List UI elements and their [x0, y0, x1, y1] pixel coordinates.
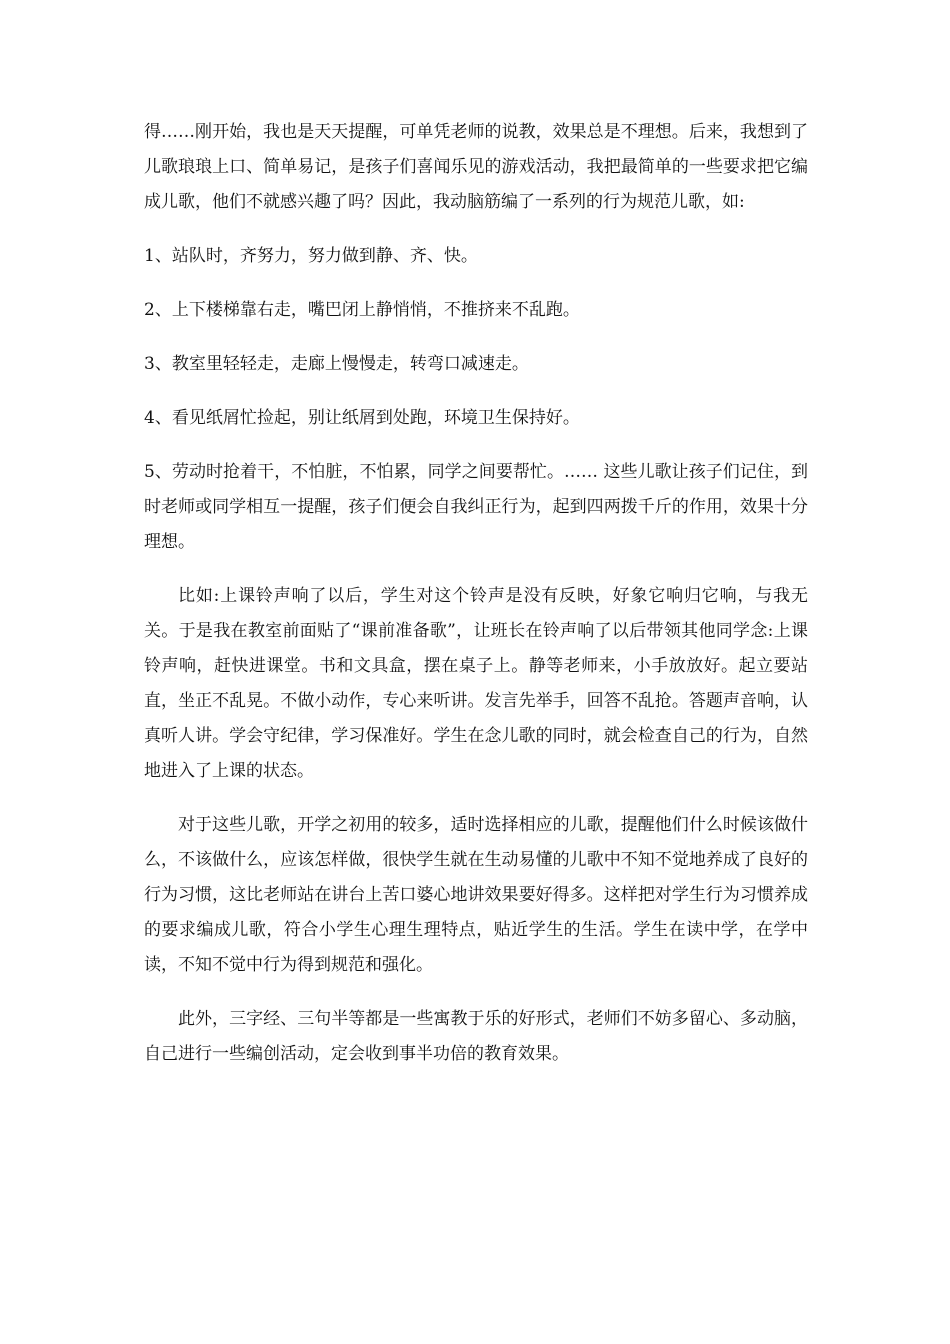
intro-paragraph: 得……刚开始，我也是天天提醒，可单凭老师的说教，效果总是不理想。后来，我想到了儿歌琅琅上口、简单易记，是孩子们喜闻乐见的游戏活动，我把最简单的一些要求把它编成儿歌，他们不就感兴趣了吗？因此，我动脑筋编了一系列的行为规范儿歌，如:: [144, 122, 808, 212]
list-item-2: 2、上下楼梯靠右走，嘴巴闭上静悄悄，不推挤来不乱跑。: [144, 300, 580, 320]
paragraph-usage: 对于这些儿歌，开学之初用的较多，适时选择相应的儿歌，提醒他们什么时候该做什么，不该做什么，应该怎样做，很快学生就在生动易懂的儿歌中不知不觉地养成了良好的行为习惯，这比老师站在讲台上苦口婆心地讲效果要好得多。这样把对学生行为习惯养成的要求编成儿歌，符合小学生心理生理特点，贴近学生的生活。学生在读中学，在学中读，不知不觉中行为得到规范和强化。: [144, 815, 808, 975]
list-item-4: 4、看见纸屑忙捡起，别让纸屑到处跑，环境卫生保持好。: [144, 408, 580, 428]
list-item-5: 5、劳动时抢着干，不怕脏，不怕累，同学之间要帮忙。…… 这些儿歌让孩子们记住，到时老师或同学相互一提醒，孩子们便会自我纠正行为，起到四两拨千斤的作用，效果十分理想。: [144, 462, 808, 552]
document-body: [144, 115, 808, 1091]
paragraph-example: 比如:上课铃声响了以后，学生对这个铃声是没有反映，好象它响归它响，与我无关。于是我在教室前面贴了“课前准备歌”，让班长在铃声响了以后带领其他同学念:上课铃声响，赶快进课堂。书和文具盒，摆在桌子上。静等老师来，小手放放好。起立要站直，坐正不乱晃。不做小动作，专心来听讲。发言先举手，回答不乱抢。答题声音响，认真听人讲。学会守纪律，学习保准好。学生在念儿歌的同时，就会检查自己的行为，自然地进入了上课的状态。: [144, 586, 808, 781]
list-item-3: 3、教室里轻轻走，走廊上慢慢走，转弯口减速走。: [144, 354, 529, 374]
paragraph-conclusion: 此外，三字经、三句半等都是一些寓教于乐的好形式，老师们不妨多留心、多动脑，自己进行一些编创活动，定会收到事半功倍的教育效果。: [144, 1009, 808, 1064]
list-item-1: 1、站队时，齐努力，努力做到静、齐、快。: [144, 246, 478, 266]
